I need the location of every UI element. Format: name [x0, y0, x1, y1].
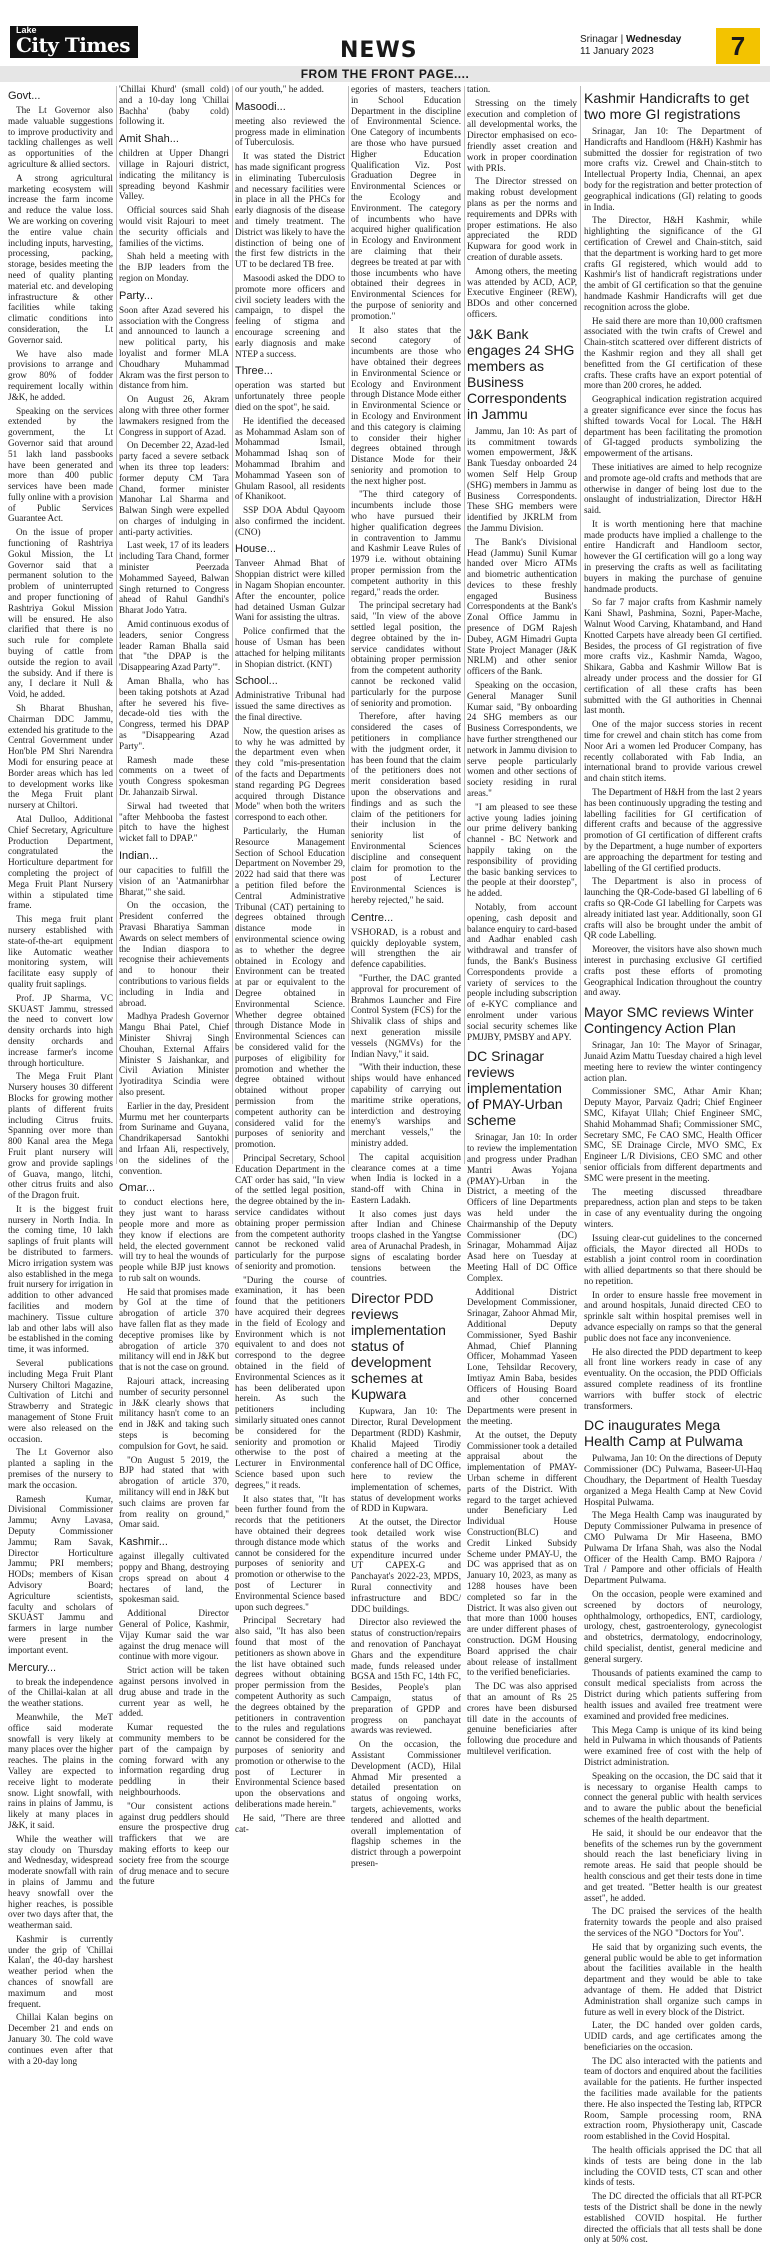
- article-paragraph: The Director, H&H Kashmir, while highlighting the significance of the GI certification of Crewel and Chain-stitch, said that the department is working hard to get more crafts GI registered, which would add to Kashmir's list of handicraft registrations under the ambit of GI certification so that the genuine handmade Kashmir Handicrafts will get due recognition across the globe.: [584, 215, 762, 312]
- article-paragraph: Aman Bhalla, who has been taking potshots at Azad after he severed his five-decade-old ties with the Congress, termed his DPAP as "Disappearing Azad Party".: [119, 676, 229, 751]
- article-headline: DC Srinagar reviews implementation of PMAY-Urban scheme: [467, 1048, 563, 1129]
- column-2: [119, 84, 229, 1887]
- article-paragraph: to break the independence of the Chillai-kalan at all the weather stations.: [8, 1676, 113, 1709]
- article-paragraph: Meanwhile, the MeT office said moderate snowfall is very likely at many places over the higher reaches. The plains in the Valley are expected to receive light to moderate snow. Light snowfall, with rains in plains of Jammu, is likely at many places in J&K, it said.: [8, 1711, 113, 1830]
- article-continuation-heading: Masoodi...: [235, 100, 286, 113]
- dateline-day: Wednesday: [625, 34, 682, 45]
- article-paragraph: These initiatives are aimed to help recognize and promote age-old crafts and methods that are otherwise in danger of being lost due to the onslaught of industrialization, Director H&H said.: [584, 461, 762, 516]
- article-paragraph: On the occasion, the Assistant Commissioner Development (ACD), Hilal Ahmad Mir presented a detailed presentation on status of ongoing works, targets, achievements, works tendered and allotted and overall implementation of flagship schemes in the district through a powerpoint presen-: [351, 1739, 461, 1868]
- article-paragraph: Principal Secretary had also said, "It has also been found that most of the petitioners as shown above in the list have obtained such degrees without obtaining proper permission from the competent Authority as such the degrees obtained by the petitioners in contravention to the rules and regulations cannot be considered for the purposes of seniority and promotion or otherwise to the post of Lecturer in Environmental Science based upon the observations and deliberations made herein.": [235, 1615, 345, 1809]
- article-paragraph: He said that promises made by GoI at the time of abrogation of article 370 have fallen flat as they made deceptive promises like by abrogation of article 370 militancy will end in J&K but that is not the case on ground.: [119, 1286, 229, 1373]
- column-6: [584, 84, 762, 2245]
- article-paragraph: Rajouri attack, increasing number of security personnel in J&K clearly shows that militancy hasn't come to an end in J&K and taking such steps is becoming compulsion for Govt, he said.: [119, 1376, 229, 1451]
- article-paragraph: operation was started but unfortunately three people died on the spot", he said.: [235, 380, 345, 412]
- article-paragraph: 'Chillai Khurd' (small cold) and a 10-day long 'Chillai Bachha' (baby cold) following it.: [119, 84, 229, 127]
- article-headline: Mayor SMC reviews Winter Contingency Action Plan: [584, 1004, 754, 1037]
- article-paragraph: Principal Secretary, School Education Department in the CAT order has said, "In view of the settled legal position, the degree obtained by the in-service candidates without obtaining proper permission from the competent authority cannot be reckoned valid particularly for the purpose of seniority and promotion.: [235, 1152, 345, 1271]
- article-continuation-heading: Three...: [235, 365, 273, 378]
- article-paragraph: "Our consistent actions against drug peddlers should ensure the prospective drug traffickers that we are making efforts to keep our society free from the scourge of drug menace and to secure the future: [119, 1800, 229, 1887]
- article-paragraph: "I am pleased to see these active young ladies joining our prime delivery banking channel - BC Network and happily taking on the responsibility of providing the basic banking services to the people at their doorstep", he added.: [467, 801, 577, 899]
- article-paragraph: While the weather will stay cloudy on Thursday and Wednesday, widespread moderate snowfall with rain in plains of Jammu and heavy snowfall over the higher reaches, is possible over two days after that, the weatherman said.: [8, 1833, 113, 1931]
- article-paragraph: Therefore, after having considered the cases of petitioners in compliance with the judgment order, it has been found that the claim of the petitioners does not merit consideration based upon the observations and findings and as such the claim of the petitioners for their inclusion in the seniority list of Environmental Sciences discipline and consequent claim for promotion to the post of Lecturer Environmental Sciences is hereby rejected," he said.: [351, 711, 461, 905]
- article-paragraph: The capital acquisition clearance comes at a time when India is locked in a stand-off with China in Eastern Ladakh.: [351, 1151, 461, 1205]
- article-paragraph: The DC also interacted with the patients and team of doctors and enquired about the facilities available for the patients. He further inspected the facilities made available for the patients there. He also inspected the Testing lab, RTPCR Room, Sample processing room, RNA extraction room, Physiotherapy unit, Cascade room established in the Covid Hospital.: [584, 2055, 762, 2142]
- article-paragraph: The Mega Fruit Plant Nursery houses 30 different Blocks for growing mother plants of different fruits including Citrus fruits. Spanning over more than 800 Kanal area the Mega Fruit plant nursery will grow and provide saplings of Guava, mango, litchi, other citrus fruits and also of the Dragon fruit.: [8, 1071, 113, 1201]
- article-paragraph: "Further, the DAC granted approval for procurement of Brahmos Launcher and Fire Control System (FCS) for the Shivalik class of ships and next generation missile vessels (NGMVs) for the Indian Navy," it said.: [351, 972, 461, 1059]
- article-continuation-heading: Centre...: [351, 911, 394, 924]
- article-paragraph: The Lt Governor also made valuable suggestions to improve productivity and tackling challenges as well as opportunities of the agriculture & allied sectors.: [8, 105, 113, 169]
- article-paragraph: Director also reviewed the status of construction/repairs and renovation of Panchayat Ghars and the expenditure made, funds released under BGSA and 15th FC, 14th FC, Besides, People's plan Campaign, status of preparation of GPDP and progress on panchayat awards was reviewed.: [351, 1617, 461, 1736]
- article-paragraph: On the issue of proper functioning of Rashtriya Gokul Mission, the Lt Governor said that a permanent solution to the problem of uninterrupted and proper functioning of Rashtriya Gokul Mission will be ensured. He also clarified that there is no such rule for complete buying of cattle from outside the region to avail the subsidy. And if there is any, I declare it Null & Void, he added.: [8, 527, 113, 700]
- article-paragraph: It is worth mentioning here that machine made products have implied a challenge to the entire Handicraft and Handloom sector, however the GI certification will go a long way in preserving the crafts as well as facilitating buyers in making the purchase of genuine handmade products.: [584, 518, 762, 594]
- logo-lake-text: Lake: [16, 25, 37, 35]
- article-paragraph: The DC was also apprised that an amount of Rs 25 crores have been disbursed till date in the accounts of genuine beneficiaries after following due procedure and multilevel verification.: [467, 1681, 577, 1756]
- article-paragraph: Thousands of patients examined the camp to consult medical specialists from across the District during which patients suffering from health issues and availed free treatment were examined and provided free medicines.: [584, 1667, 762, 1721]
- article-paragraph: Strict action will be taken against persons involved in drug abuse and trade in the current year as well, he added.: [119, 1665, 229, 1719]
- article-paragraph: tation.: [467, 84, 491, 94]
- article-paragraph: In order to ensure hassle free movement in and around hospitals, Junaid directed CEO to sprinkle salt within hospital premises well in advance especially on ramps so that the general public does not face any inconvenience.: [584, 1289, 762, 1343]
- article-paragraph: He said that by organizing such events, the general public would be able to get information about the facilities available in the health department and they would be able to take advantage of them. He added that District Administration shall organize such camps in future as well in every block of the District.: [584, 1941, 762, 2017]
- article-headline: Kashmir Handicrafts to get two more GI registrations: [584, 90, 749, 122]
- from-front-page-banner: FROM THE FRONT PAGE....: [0, 66, 770, 82]
- article-paragraph: Amid continuous exodus of leaders, senior Congress leader Raman Bhalla said that "the DPAP is the 'Disappearing Azad Party'".: [119, 619, 229, 673]
- article-paragraph: On August 26, Akram along with three other former lawmakers resigned from the Congress in support of Azad.: [119, 394, 229, 437]
- article-paragraph: Sh Bharat Bhushan, Chairman DDC Jammu, extended his gratitude to the Central Government under Hon'ble PM Shri Narendra Modi for ensuring peace at Border areas which has led to development works like the Mega Fruit plant nursery at Chiltori.: [8, 703, 113, 811]
- article-paragraph: The meeting discussed threadbare preparedness, action plan and steps to be taken in case of any eventuality during the ongoing winters.: [584, 1186, 762, 1229]
- article-paragraph: This mega fruit plant nursery established with state-of-the-art equipment like Automatic weather monitoring system, will facilitate easy supply of quality fruit saplings.: [8, 914, 113, 989]
- column-divider: [348, 86, 349, 1164]
- article-paragraph: The health officials apprised the DC that all kinds of tests are being done in the lab including the COVID tests, CT scan and other kinds of tests.: [584, 2145, 762, 2188]
- article-paragraph: A strong agricultural marketing ecosystem will increase the farm income and reduce the value loss. We are working on covering the entire value chain including inputs, harvesting, processing, packing, storage, besides meeting the need of quality planting material etc. and developing infrastructure & other facilities while taking climatic conditions into consideration, the Lt Governor said.: [8, 172, 113, 345]
- article-continuation-heading: Party...: [119, 289, 154, 302]
- article-paragraph: Several publications including Mega Fruit Plant Nursery Chiltori Magazine, Cultivation of Litchi and Strawberry and Strategic management of Stone Fruit were also released on the occasion.: [8, 1358, 113, 1444]
- article-paragraph: SSP DOA Abdul Qayoom also confirmed the incident. (CNO): [235, 505, 345, 537]
- article-paragraph: The DC directed the officials that all RT-PCR tests of the District shall be done in the newly established COVID hospital. He further directed the officials that all tests shall be done only at 50% cost.: [584, 2191, 762, 2245]
- article-paragraph: Masoodi asked the DDO to promote more officers and civil society leaders with the campaign, to dispel the feeling of stigma and encourage screening and early diagnosis and make NTEP a success.: [235, 272, 345, 359]
- article-paragraph: Kashmir is currently under the grip of 'Chillai Kalan', the 40-day harshest weather period when the chances of snowfall are maximum and most frequent.: [8, 1933, 113, 2009]
- article-paragraph: Among others, the meeting was attended by ACD, ACP, Executive Engineer (REW), BDOs and other concerned officers.: [467, 265, 577, 319]
- article-continuation-heading: Indian...: [119, 850, 159, 862]
- article-paragraph: The Department is also in process of launching the QR-Code-based GI labelling of 6 crafts so QR-Code GI labelling for Carpets was already initiated last year. Additionally, soon GI crafts will also be brought under the ambit of QR code Labelling.: [584, 876, 762, 941]
- dateline-date: 11 January 2023: [580, 46, 654, 57]
- column-1: [8, 84, 113, 2066]
- article-paragraph: "On August 5 2019, the BJP had stated that with abrogation of article 370, militancy will end in J&K but such claims are proven far from reality on ground," Omar said.: [119, 1454, 229, 1530]
- article-paragraph: Police confirmed that the house of Usman has been attached for helping militants in Shopian district. (KNT): [235, 626, 345, 669]
- article-paragraph: Prof. JP Sharma, VC SKUAST Jammu, stressed the need to convert low density orchards into high density orchards and increase farmer's income through horticulture.: [8, 992, 113, 1068]
- article-paragraph: Pulwama, Jan 10: On the directions of Deputy Commissioner (DC) Pulwama, Baseer-Ul-Haq Choudhary, the Department of Health Tuesday organized a Mega Health Camp at New Covid Hospital Pulwama.: [584, 1453, 762, 1507]
- page-number: 7: [716, 28, 760, 64]
- article-continuation-heading: Mercury...: [8, 1661, 57, 1674]
- article-paragraph: Tanveer Ahmad Bhat of Shoppian district were killed in Nagam Shopian encounter. After the encounter, police had detained Usman Gulzar Wani for assisting the ultras.: [235, 558, 345, 623]
- column-5: [467, 84, 577, 1756]
- article-paragraph: Additional Director General of Police, Kashmir, Vijay Kumar said the war against the drug menace will continue with more vigour.: [119, 1608, 229, 1662]
- column-divider: [116, 86, 117, 1164]
- article-paragraph: Additional District Development Commissioner, Srinagar, Zahoor Ahmad Mir, Additional Deputy Commissioner, Syed Bashir Ahmad, Chief Planning Officer, Mohammad Yaseen Lone, Tehsildar Recovery, Imtiyaz Amin Baba, besides Officers of Housing Board and other concerned Departments were present in the meeting.: [467, 1286, 577, 1427]
- article-headline: J&K Bank engages 24 SHG members as Business Correspondents in Jammu: [467, 325, 575, 422]
- article-paragraph: Geographical indication registration acquired a greater significance ever since the focus has shifted towards Vocal for Local. The H&H department has been facilitating the promotion of GI-tagged products symbolizing the empowerment of the artisans.: [584, 394, 762, 459]
- article-paragraph: Now, the question arises as to why he was admitted by the department even when they cold "mis-presentation of the facts and Departments stand regarding PG Degrees acquired through Distance Mode" when both the writers correspond to each other.: [235, 725, 345, 823]
- article-paragraph: Chillai Kalan begins on December 21 and ends on January 30. The cold wave continues even after that with a 20-day long: [8, 2012, 113, 2066]
- article-paragraph: "With their induction, these ships would have enhanced capability of carrying out maritime strike operations, interdiction and destroying enemy's warships and merchant vessels," the ministry added.: [351, 1062, 461, 1148]
- article-paragraph: Atal Dulloo, Additional Chief Secretary, Agriculture Production Department, congratulated the Horticulture department for completing the project of Mega Fruit Plant Nursery within a stipulated time frame.: [8, 814, 113, 911]
- dateline-city: Srinagar: [580, 34, 618, 45]
- column-divider: [464, 86, 465, 1164]
- article-continuation-heading: House...: [235, 543, 276, 556]
- column-4: [351, 84, 461, 1868]
- article-paragraph: The Department of H&H from the last 2 years has been continuously upgrading the testing and labelling facilities for GI certification of different crafts and because of the aggressive promotion of GI certification of different crafts by the Department, a huge number of exporters are approaching the department for testing and labelling of the GI certified products.: [584, 787, 762, 873]
- article-paragraph: egories of masters, teachers in School Education Department in the discipline of Environmental Science. One Category of incumbents are those who have pursued Higher Education Qualification Viz. Post Graduation Degree in Environmental Sciences or the Ecology and Environment. The category of incumbents who have acquired higher qualification in Ecology and Environment are claiming that their degrees be treated at par with those incumbents who have obtained their degrees in Environmental Sciences for the purpose of seniority and promotion.": [351, 84, 461, 321]
- article-headline: Director PDD reviews implementation status of development schemes at Kupwara: [351, 1290, 446, 1403]
- article-paragraph: "During the course of examination, it has been found that the petitioners have acquired their degrees in the field of Ecology and Environment which is not equivalent to and does not correspond to the degree obtained in the field of Environmental Sciences as it has been deliberated upon herein. As such the petitioners including similarly situated ones cannot be considered for the seniority and promotion or otherwise to the post of Lecturer in Environmental Science based upon such degrees," it reads.: [235, 1274, 345, 1490]
- article-paragraph: On December 22, Azad-led party faced a severe setback when its three top leaders: former deputy CM Tara Chand, former minister Manohar Lal Sharma and Balwan Singh were expelled on charges of indulging in anti-party activities.: [119, 440, 229, 537]
- article-paragraph: meeting also reviewed the progress made in elimination of Tuberculosis.: [235, 115, 345, 148]
- article-paragraph: The Director stressed on making robust development plans as per the norms and requirements and DPRs with proper estimations. He also appreciated the RDD Kupwara for good work in creation of durable assets.: [467, 176, 577, 262]
- article-paragraph: It also states that, "It has been further found from the records that the petitioners have obtained their degrees through distance mode which cannot be considered for the purposes of seniority and promotion or otherwise to the post of Lecturer in Environmental Science based upon such degrees.": [235, 1493, 345, 1612]
- article-paragraph: Last week, 17 of its leaders including Tara Chand, former minister Peerzada Mohammed Sayeed, Balwan Singh returned to Congress ahead of Rahul Gandhi's Bharat Jodo Yatra.: [119, 540, 229, 616]
- column-divider: [580, 86, 581, 1164]
- article-paragraph: At the outset, the Deputy Commissioner took a detailed appraisal about the implementation of PMAY-Urban scheme in different parts of the District. With regard to the target achieved under Beneficiary Led Individual House Construction(BLC) and Credit Linked Subsidy Scheme under PMAY-U, the DC was apprised that as on January 10, 2023, as many as 1288 houses have been completed so far in the District. It was also given out that more than 1000 houses are under different phases of construction. DGM Housing Board apprised the chair about release of installment to the verified beneficiaries.: [467, 1429, 577, 1678]
- article-paragraph: Speaking on the services extended by the government, the Lt Governor said that around 51 lakh land passbooks have been generated and more than 400 public services have been made fully online with a provision of Public Services Guarantee Act.: [8, 405, 113, 524]
- masthead: [0, 0, 770, 67]
- article-paragraph: Kumar requested the community members to be part of the campaign by coming forward with any information regarding drug peddling in their neighbourhoods.: [119, 1722, 229, 1797]
- article-paragraph: "The third category of incumbents include those who have pursued their higher qualification degrees in contravention to Jammu and Kashmir Leave Rules of 1979 i.e. without obtaining proper permission from the competent authority in this regard," reads the order.: [351, 489, 461, 597]
- article-paragraph: Jammu, Jan 10: As part of its commitment towards women empowerment, J&K Bank Tuesday onboarded 24 women Self Help Group (SHG) members in Jammu as Business Correspondents. These SHG members were identified by JKRLM from the Jammu Division.: [467, 425, 577, 533]
- article-paragraph: Ramesh Kumar, Divisional Commissioner Jammu; Avny Lavasa, Deputy Commissioner Jammu; Ram Savak, Director Horticulture Jammu; PRI members; HODs; members of Kisan Advisory Board; Agriculture scientists, faculty and scholars of SKUAST Jammu and farmers in large number were present in the important event.: [8, 1493, 113, 1655]
- column-3: [235, 84, 345, 1834]
- article-paragraph: So far 7 major crafts from Kashmir namely Kani Shawl, Pashmina, Sozni, Paper-Mache, Walnut Wood Carving, Khatamband, and Hand Knotted Carpets have already been GI certified. Besides, the process of GI registration of five more crafts viz., Kashmir Namda, Wagoo, Shikara, Gabba and Kashmir Willow Bat is already under process and the dossier for GI certification of all these crafts has been submitted with the GI authorities in Chennai last month.: [584, 597, 762, 716]
- article-paragraph: Srinagar, Jan 10: The Mayor of Srinagar, Junaid Azim Mattu Tuesday chaired a high level meeting here to review the winter contingency action plan.: [584, 1040, 762, 1083]
- article-continuation-heading: Kashmir...: [119, 1536, 168, 1549]
- article-paragraph: The principal secretary had said, "In view of the above settled legal position, the degree obtained by the in-service candidates without obtaining proper permission from the competent authority cannot be reckoned valid particularly for the purpose of seniority and promotion.: [351, 600, 461, 708]
- article-paragraph: against illegally cultivated poppy and Bhang, destroying crops spread on about 4 hectares of land, the spokesman said.: [119, 1551, 229, 1605]
- article-paragraph: Srinagar, Jan 10: In order to review the implementation and progress under Pradhan Mantri Awas Yojana (PMAY)-Urban in the District, a meeting of the Officers of line Departments was held under the Chairmanship of the Deputy Commissioner (DC) Srinagar, Mohammad Aijaz Asad here on Tuesday at Meeting Hall of DC Office Complex.: [467, 1132, 577, 1283]
- article-paragraph: Moreover, the visitors have also shown much interest in purchasing exclusive GI certified crafts post these efforts of promoting Geographical Indication throughout the country and away.: [584, 944, 762, 998]
- article-paragraph: He said, it should be our endeavor that the benefits of the schemes run by the government should reach the last beneficiary living in remote areas. He said that people should be health conscious and get their tests done in time and get treated. "Better health is our greatest asset", he added.: [584, 1827, 762, 1903]
- article-paragraph: Earlier in the day, President Murmu met her counterparts from Suriname and Guyana, Chandrikapersad Santokhi and Irfaan Ali, respectively, on the sidelines of the convention.: [119, 1100, 229, 1176]
- article-continuation-heading: Omar...: [119, 1182, 156, 1195]
- article-paragraph: Commissioner SMC, Athar Amir Khan; Deputy Mayor, Parvaiz Qadri; Chief Engineer SMC, Kifayat Ullah; Chief Engineer SMC, Shahid Mohammad Shafi; Commissioner SMC, Secretary SMC, Fe CAO SMC, Health Officer SMC, SE Drainage Circle, MVO SMC, Ex Engineer L/R Divisions, CEO SMC and other senior officials from different departments and SMC were present in the meeting.: [584, 1086, 762, 1183]
- article-paragraph: It also states that the second category of incumbents are those who have obtained their degrees in Environmental Science or Ecology and Environment through Distance Mode either in Environmental Science or in Ecology and Environment and this category is claiming to consider their higher degrees obtained through Distance Mode for their seniority and promotion to the next higher post.: [351, 324, 461, 486]
- article-paragraph: Issuing clear-cut guidelines to the concerned officials, the Mayor directed all HODs to establish a joint control room in coordination with allied departments so that there should be no repetition.: [584, 1232, 762, 1286]
- article-paragraph: Later, the DC handed over golden cards, UDID cards, and age certificates among the beneficiaries on the occasion.: [584, 2020, 762, 2052]
- article-paragraph: of our youth," he added.: [235, 84, 324, 94]
- article-continuation-heading: School...: [235, 675, 278, 688]
- article-paragraph: Speaking on the occasion, the DC said that it is necessary to organise Health camps to connect the general public with health services and to aware the public about the beneficial schemes of the health department.: [584, 1770, 762, 1824]
- article-paragraph: Srinagar, Jan 10: The Department of Handicrafts and Handloom (H&H) Kashmir has submitted the dossier for registration of two more crafts viz. Crewel and Chain-stitch to Intellectual Property India, Chennai, an apex body for the registration and better protection of geographical indications (GI) relating to goods in India.: [584, 126, 762, 212]
- article-paragraph: At the outset, the Director took detailed work wise status of the works and expenditure incurred under UT CAPEX-G and Panchayat's 2022-23, MPDS, Rural connectivity and infrastructure and BDC/ DDC buildings.: [351, 1517, 461, 1614]
- article-paragraph: Sirwal had tweeted that "after Mehbooba the fastest pitch to have the highest wicket fall to DPAP.": [119, 800, 229, 844]
- article-paragraph: The Mega Health Camp was inaugurated by Deputy Commissioner Pulwama in presence of CMO Pulwama Dr Mir Haseena, BMO Pulwama Dr Irfana Shah, was also the Nodal Officer of the Health Camp. BMO Rajpora / Tral / Pampore and other officials of Health Department Pulwama.: [584, 1510, 762, 1586]
- article-paragraph: He also directed the PDD department to keep all front line workers ready in case of any eventuality. On the occasion, the PDD Officials assured complete readiness of its frontline warriors with buffer stock of electric transformers.: [584, 1346, 762, 1411]
- article-paragraph: The Lt Governor also planted a sapling in the premises of the nursery to mark the occasion.: [8, 1447, 113, 1490]
- article-paragraph: to conduct elections here, they just want to harass people more and more as they know if elections are held, the elected government will try to heal the wounds of people while BJP just knows to rub salt on wounds.: [119, 1197, 229, 1283]
- article-paragraph: Kupwara, Jan 10: The Director, Rural Development Department (RDD) Kashmir, Khalid Majeed Tirodiy chaired a meeting at the conference hall of DC Office, here to review the implementation of schemes, status of development works of RDD in Kupwara.: [351, 1406, 461, 1514]
- article-paragraph: Administrative Tribunal had issued the same directives as the final directive.: [235, 690, 345, 723]
- article-paragraph: Speaking on the occasion, General Manager Sunil Kumar said, "By onboarding 24 SHG members as our Business Correspondents, we have further strengthened our network in Jammu division to serve people particularly women and other sections of society residing in rural areas.": [467, 680, 577, 799]
- article-paragraph: Shah held a meeting with the BJP leaders from the region on Monday.: [119, 251, 229, 283]
- article-paragraph: It is the biggest fruit nursery in North India. In the coming time, 10 lakh saplings of fruit plants will be distributed to farmers. Micro irrigation system was also established in the mega fruit nursery for irrigation in addition to other advanced facilities and modern machinery. Tissue culture lab and other labs will also be established in the coming time, it was informed.: [8, 1203, 113, 1355]
- article-paragraph: It was stated the District has made significant progress in eliminating Tuberculosis and necessary facilities were in place in all the PHCs for early diagnosis of the disease and timely treatment. The District was likely to have the distinction of being one of the first few districts in the UT to be declared TB free.: [235, 151, 345, 270]
- article-paragraph: Madhya Pradesh Governor Mangu Bhai Patel, Chief Minister Shivraj Singh Chouhan, External Affairs Minister S Jaishankar, and Civil Aviation Minister Jyotiraditya Scindia were also present.: [119, 1011, 229, 1097]
- article-paragraph: Particularly, the Human Resource Management Section of School Education Department on November 29, 2022 had said that there was a petition filed before the Central Administrative Tribunal (CAT) pertaining to degrees obtained through distance mode in environmental science owing as to whether the degree obtained in Ecology and Environment can be treated at par or equivalent to the Degree obtained in Environmental Science. Whether degree obtained through Distance Mode in Environmental Sciences can be considered valid for the purposes of eligibility for promotion and whether the degree obtained without obtained without proper permission from the competent authority can be considered valid for the purposes of seniority and promotion.: [235, 826, 345, 1150]
- article-paragraph: One of the major success stories in recent time for crewel and chain stitch has come from Noor Ari a women led Producer Company, has recently collaborated with Fab India, an international brand to provide various crewel and chain stitch items.: [584, 719, 762, 784]
- logo-city-times-text: City Times: [16, 33, 130, 57]
- article-paragraph: The DC praised the services of the health fraternity towards the people and also praised the services of the NGO "Doctors for You".: [584, 1906, 762, 1938]
- article-paragraph: We have also made provisions to arrange and grow 80% of fodder requirement locally within J&K, he added.: [8, 348, 113, 402]
- article-paragraph: He identified the deceased as Mohammad Aslam son of Mohammad Ismail, Mohammad Ishaq son of Mohammad Ibrahim and Mohammad Yaseen son of Ghulam Rasool, all residents of Khanikoot.: [235, 415, 345, 502]
- article-paragraph: He said there are more than 10,000 craftsmen associated with the twin crafts of Crewel and Chain-stitch scattered over different districts of the Kashmir region and they all shall get benefitted from the GI certification of these crafts. These crafts have an export potential of more than 200 crores, he added.: [584, 315, 762, 391]
- article-paragraph: VSHORAD, is a robust and quickly deployable system, will strengthen the air defence capabilities.: [351, 926, 461, 970]
- article-paragraph: This Mega Camp is unique of its kind being held in Pulwama in which thousands of Patients were examined free of cost with the help of District administration.: [584, 1724, 762, 1767]
- article-paragraph: It also comes just days after Indian and Chinese troops clashed in the Yangtse area of Arunachal Pradesh, in signs of escalating border tensions between the countries.: [351, 1208, 461, 1284]
- article-paragraph: children at Upper Dhangri village in Rajouri district, indicating the militancy is spreading beyond Kashmir Valley.: [119, 148, 229, 202]
- newspaper-logo: [10, 26, 138, 58]
- article-paragraph: our capacities to fulfill the vision of an 'Aatmanirbhar Bharat,'" she said.: [119, 865, 229, 897]
- article-paragraph: On the occasion, the President conferred the Pravasi Bharatiya Samman Awards on select members of the Indian diaspora to recognise their achievements and to honour their contributions to various fields including in India and abroad.: [119, 900, 229, 1008]
- article-paragraph: Ramesh made these comments on a tweet of youth Congress spokesman Dr. Jahanzaib Sirwal.: [119, 754, 229, 798]
- article-paragraph: Official sources said Shah would visit Rajouri to meet the security officials and families of the victims.: [119, 205, 229, 248]
- article-continuation-heading: Amit Shah...: [119, 133, 179, 146]
- article-paragraph: On the occasion, people were examined and screened by doctors of neurology, ophthalmology, orthopedics, ENT, cardiology, urology, chest, gastroenterology, gynecologist and obstetrics, dermatology, endocrinology, child specialist, dentist, general medicine and general surgery.: [584, 1589, 762, 1664]
- article-paragraph: He said, "There are three cat-: [235, 1812, 345, 1834]
- article-headline: DC inaugurates Mega Health Camp at Pulwama: [584, 1417, 743, 1450]
- article-paragraph: The Bank's Divisional Head (Jammu) Sunil Kumar handed over Micro ATMs and biometric authentication devices to these freshly engaged Business Correspondents at the Bank's Zonal Office Jammu in presence of DGM Rajesh Dubey, AGM Himadri Gupta State Project Manager (J&K NRLM) and other senior officers of the Bank.: [467, 536, 577, 677]
- article-paragraph: Notably, from account opening, cash deposit and balance enquiry to card-based and Aadhar enabled cash withdrawal and transfer of funds, the Bank's Business Correspondents provide a variety of services to the people including subscription of e-KYC compliance and enrolment under various social security schemes like PMJJBY, PMSBY and APY.: [467, 902, 577, 1042]
- article-paragraph: Stressing on the timely execution and completion of all developmental works, the Director emphasised on eco-friendly asset creation and work in proper coordination with PRIs.: [467, 97, 577, 173]
- dateline: Srinagar | Wednesday 11 January 2023: [580, 34, 682, 57]
- article-paragraph: Soon after Azad severed his association with the Congress and announced to launch a new political party, his loyalist and former MLA Choudhary Muhammad Akram was the first person to distance from him.: [119, 304, 229, 391]
- section-title: NEWS: [340, 38, 418, 63]
- column-divider: [232, 86, 233, 1164]
- article-continuation-heading: Govt...: [8, 90, 41, 102]
